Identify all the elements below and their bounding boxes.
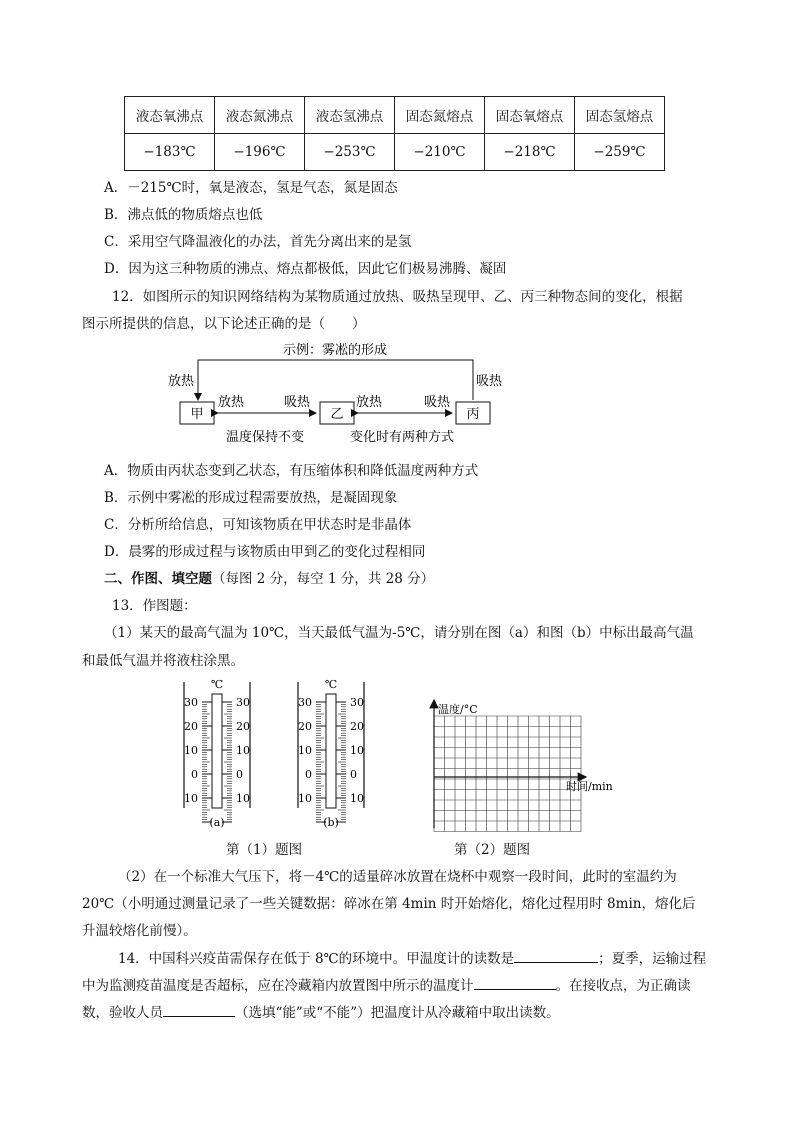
table-header-cell: 液态氮沸点: [215, 97, 305, 134]
table-cell: −253℃: [305, 134, 395, 171]
boiling-melting-table: [124, 96, 665, 171]
thermo-a-label-right: 20: [236, 720, 250, 733]
thermo-a-label-right: 10: [236, 744, 250, 757]
q12-option-d: D．晨雾的形成过程与该物质由甲到乙的变化过程相同: [104, 544, 426, 560]
graph-ylabel: 温度/°C: [438, 703, 478, 716]
thermo-a-label-right: 10: [236, 792, 250, 805]
table-header-cell: 液态氧沸点: [125, 97, 215, 134]
q11-option-c: C．采用空气降温液化的办法，首先分离出来的是氢: [104, 234, 412, 250]
answer-blank-3[interactable]: [163, 1002, 235, 1017]
state-c-label: 丙: [466, 407, 480, 422]
thermo-a-label-left: 10: [184, 744, 198, 757]
section-2-note: （每图 2 分，每空 1 分，共 28 分）: [212, 571, 435, 587]
state-a-label: 甲: [190, 407, 204, 422]
thermo-a-caption: (a): [209, 816, 225, 829]
q13-p1-line2: 和最低气温并将液柱涂黑。: [82, 653, 244, 669]
thermo-b-unit: ℃: [324, 678, 338, 691]
table-cell: −259℃: [575, 134, 665, 171]
release-1-label: 放热: [218, 395, 245, 410]
thermo-b-label-right: 30: [350, 696, 364, 709]
q13-p2-line2: 20℃（小明通过测量记录了一些关键数据：碎冰在第 4min 时开始熔化，熔化过程用时 8min，熔化后: [82, 896, 696, 912]
thermo-a-label-right: 0: [236, 768, 243, 781]
thermo-b-label-left: 10: [298, 744, 312, 757]
temperature-time-grid[interactable]: [420, 696, 630, 834]
thermo-b-caption: (b): [323, 816, 339, 829]
thermo-a-unit: ℃: [210, 678, 224, 691]
loop-arrow: [198, 360, 473, 400]
absorb-2-label: 吸热: [424, 395, 451, 410]
table-header-cell: 固态氮熔点: [395, 97, 485, 134]
table-cell: −196℃: [215, 134, 305, 171]
q14-line3-text-a: 数，验收人员: [82, 1005, 163, 1021]
table-cell: −210℃: [395, 134, 485, 171]
thermo-a-label-right: 30: [236, 696, 250, 709]
table-header-cell: 固态氢熔点: [575, 97, 665, 134]
q13-p2-line1: （2）在一个标准大气压下，将－4℃的适量碎冰放置在烧杯中观察一段时间，此时的室温约为: [118, 869, 677, 885]
state-b-label: 乙: [330, 407, 344, 422]
answer-blank-2[interactable]: [474, 975, 556, 990]
thermo-a-label-left: 0: [191, 768, 198, 781]
thermo-b-label-left: 20: [298, 720, 312, 733]
q14-line3: [82, 1002, 560, 1023]
answer-blank-1[interactable]: [514, 948, 598, 963]
thermo-b-label-left: 10: [298, 792, 312, 805]
figure-2-caption: 第（2）题图: [454, 842, 531, 858]
q11-option-d: D．因为这三种物质的沸点、熔点都极低，因此它们极易沸腾、凝固: [104, 261, 507, 277]
q14-line1-text-a: 14．中国科兴疫苗需保存在低于 8℃的环境中。甲温度计的读数是: [118, 951, 515, 967]
note-right-label: 变化时有两种方式: [350, 430, 455, 445]
q13-p1-line1: （1）某天的最高气温为 10℃，当天最低气温为-5℃，请分别在图（a）和图（b）中标出最高气温: [104, 625, 694, 641]
thermo-a-label-left: 30: [184, 696, 198, 709]
graph-xlabel: 时间/min: [566, 780, 613, 793]
note-left-label: 温度保持不变: [226, 430, 305, 445]
absorb-1-label: 吸热: [284, 395, 311, 410]
release-2-label: 放热: [356, 395, 383, 410]
q14-line2: [82, 975, 691, 996]
thermo-b-label-left: 30: [298, 696, 312, 709]
q11-option-b: B．沸点低的物质熔点也低: [104, 207, 263, 223]
q13-p2-line3: 升温较熔化前慢）。: [82, 923, 197, 939]
table-header-row: [125, 97, 665, 134]
q14-line1-text-b: ；夏季，运输过程: [598, 951, 707, 967]
q13-title: 13．作图题：: [112, 598, 197, 614]
absorb-right-label: 吸热: [476, 374, 503, 389]
thermo-b-label-right: 20: [350, 720, 364, 733]
thermometer-b: [294, 676, 374, 832]
example-label: 示例：雾凇的形成: [282, 343, 388, 358]
q14-line2-text-b: 。在接收点，为正确读: [555, 978, 691, 994]
thermo-b-label-left: 0: [305, 768, 312, 781]
q14-line2-text-a: 中为监测疫苗温度是否超标，应在冷藏箱内放置图中所示的温度计: [82, 978, 474, 994]
q12-option-b: B．示例中雾凇的形成过程需要放热，是凝固现象: [104, 490, 398, 506]
q14-line1: [118, 948, 706, 969]
q12-option-c: C．分析所给信息，可知该物质在甲状态时是非晶体: [104, 517, 412, 533]
section-2-heading: [104, 569, 434, 589]
table-cell: −218℃: [485, 134, 575, 171]
graph-grid: [434, 716, 581, 832]
figure-1-caption: 第（1）题图: [226, 842, 303, 858]
q14-line3-text-b: （选填“能”或“不能”）把温度计从冷藏箱中取出读数。: [235, 1005, 560, 1021]
thermo-b-label-right: 10: [350, 744, 364, 757]
thermo-a-label-left: 10: [184, 792, 198, 805]
section-2-title: 二、作图、填空题: [104, 571, 212, 587]
phase-change-diagram: [160, 338, 520, 448]
thermo-a-label-left: 20: [184, 720, 198, 733]
q11-option-a: A．－215℃时，氧是液态，氢是气态，氮是固态: [104, 180, 398, 196]
table-cell: −183℃: [125, 134, 215, 171]
thermo-b-label-right: 10: [350, 792, 364, 805]
thermometer-a: [180, 676, 260, 832]
table-header-cell: 固态氧熔点: [485, 97, 575, 134]
q12-stem-line1: 12．如图所示的知识网络结构为某物质通过放热、吸热呈现甲、乙、丙三种物态间的变化，根据: [112, 289, 683, 305]
release-left-label: 放热: [168, 374, 195, 389]
q12-stem-line2: 图示所提供的信息，以下论述正确的是（ ）: [82, 316, 366, 332]
thermo-b-label-right: 0: [350, 768, 357, 781]
table-row: [125, 134, 665, 171]
q12-option-a: A．物质由丙状态变到乙状态，有压缩体积和降低温度两种方式: [104, 463, 479, 479]
table-header-cell: 液态氢沸点: [305, 97, 395, 134]
